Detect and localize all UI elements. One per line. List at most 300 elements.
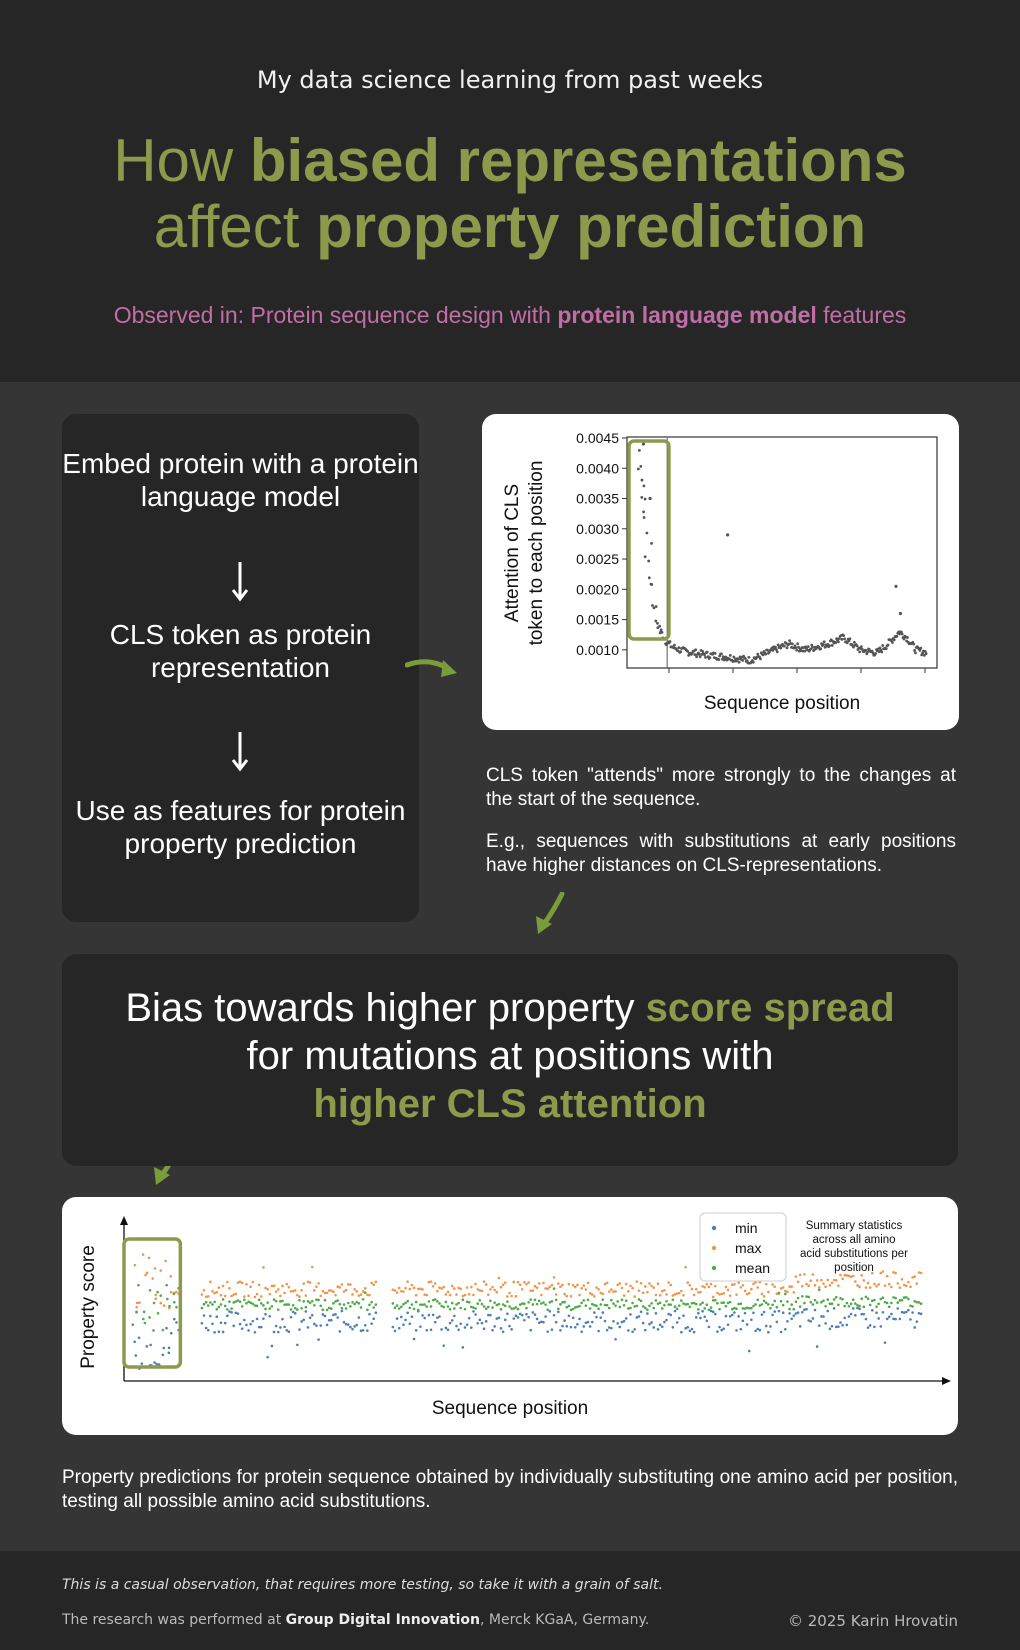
point-mean — [137, 1284, 140, 1287]
point-mean — [824, 1305, 827, 1308]
x-axis-arrowhead — [942, 1377, 951, 1385]
point-mean — [413, 1308, 416, 1311]
point-max — [790, 1285, 793, 1288]
point-max — [752, 1282, 755, 1285]
point-max — [138, 1301, 141, 1304]
point-mean — [553, 1287, 556, 1290]
point-min — [599, 1316, 602, 1319]
attention-point — [925, 652, 928, 655]
point-mean — [863, 1306, 866, 1309]
point-mean — [714, 1299, 717, 1302]
point-mean — [260, 1302, 263, 1305]
point-max — [508, 1292, 511, 1295]
point-max — [555, 1293, 558, 1296]
point-mean — [589, 1307, 592, 1310]
point-min — [302, 1318, 305, 1321]
point-mean — [132, 1323, 135, 1326]
point-mean — [215, 1308, 218, 1311]
attention-point — [661, 631, 664, 634]
point-mean — [447, 1305, 450, 1308]
point-max — [860, 1274, 863, 1277]
point-max — [816, 1279, 819, 1282]
point-mean — [268, 1307, 271, 1310]
point-min — [300, 1320, 303, 1323]
point-min — [474, 1313, 477, 1316]
point-mean — [517, 1308, 520, 1311]
point-mean — [366, 1309, 369, 1312]
point-max — [633, 1295, 636, 1298]
attention-point — [842, 634, 845, 637]
point-max — [729, 1294, 732, 1297]
point-max — [722, 1292, 725, 1295]
point-max — [302, 1282, 305, 1285]
point-max — [652, 1286, 655, 1289]
point-mean — [616, 1300, 619, 1303]
point-max — [771, 1283, 774, 1286]
point-mean — [901, 1299, 904, 1302]
legend-note — [800, 1220, 908, 1274]
point-min — [466, 1323, 469, 1326]
point-max — [882, 1270, 885, 1273]
point-max — [498, 1277, 501, 1280]
point-max — [756, 1286, 759, 1289]
point-min — [877, 1317, 880, 1320]
point-mean — [532, 1303, 535, 1306]
point-mean — [487, 1306, 490, 1309]
point-min — [445, 1327, 448, 1330]
point-mean — [646, 1308, 649, 1311]
attention-point — [776, 650, 779, 653]
point-max — [277, 1288, 280, 1291]
point-min — [281, 1318, 284, 1321]
point-min — [256, 1318, 259, 1321]
point-min — [697, 1312, 700, 1315]
point-max — [542, 1282, 545, 1285]
point-min — [351, 1328, 354, 1331]
point-max — [413, 1286, 416, 1289]
observed-suffix: features — [816, 302, 907, 328]
point-max — [852, 1275, 855, 1278]
attention-point — [706, 651, 709, 654]
point-min — [886, 1318, 889, 1321]
attention-point — [752, 661, 755, 664]
point-mean — [438, 1302, 441, 1305]
point-max — [865, 1286, 868, 1289]
point-min — [400, 1316, 403, 1319]
attention-point — [764, 653, 767, 656]
point-max — [644, 1285, 647, 1288]
attention-outlier — [894, 585, 897, 588]
point-min — [672, 1326, 675, 1329]
point-mean — [168, 1305, 171, 1308]
point-min — [899, 1318, 902, 1321]
point-min — [162, 1354, 165, 1357]
point-mean — [854, 1302, 857, 1305]
point-min — [610, 1327, 613, 1330]
point-min — [447, 1328, 450, 1331]
point-max — [763, 1295, 766, 1298]
point-min — [716, 1330, 719, 1333]
point-max — [230, 1295, 233, 1298]
point-max — [266, 1288, 269, 1291]
point-mean — [875, 1305, 878, 1308]
point-mean — [534, 1299, 537, 1302]
attention-chart — [482, 414, 959, 730]
point-min — [580, 1330, 583, 1333]
point-mean — [468, 1301, 471, 1304]
attention-point — [779, 647, 782, 650]
point-min — [241, 1327, 244, 1330]
point-max — [201, 1293, 204, 1296]
point-max — [807, 1284, 810, 1287]
point-min — [553, 1314, 556, 1317]
point-mean — [858, 1305, 861, 1308]
point-mean — [209, 1301, 212, 1304]
point-mean — [905, 1296, 908, 1299]
point-min — [468, 1317, 471, 1320]
point-min — [298, 1328, 301, 1331]
point-max — [561, 1284, 564, 1287]
point-mean — [368, 1304, 371, 1307]
point-min — [699, 1317, 702, 1320]
point-min — [693, 1331, 696, 1334]
point-min — [920, 1313, 923, 1316]
point-mean — [623, 1304, 626, 1307]
point-mean — [218, 1306, 221, 1309]
point-mean — [281, 1300, 284, 1303]
point-max — [527, 1281, 530, 1284]
point-min — [266, 1356, 269, 1359]
point-min — [650, 1321, 653, 1324]
point-min — [209, 1315, 212, 1318]
attention-point — [669, 640, 672, 643]
point-mean — [211, 1303, 214, 1306]
point-min — [372, 1317, 375, 1320]
point-min — [462, 1346, 465, 1349]
point-max — [364, 1287, 367, 1290]
attention-point — [819, 647, 822, 650]
point-mean — [415, 1301, 418, 1304]
series-min — [133, 1307, 922, 1370]
point-min — [334, 1313, 337, 1316]
point-max — [669, 1284, 672, 1287]
headline-line-2 — [0, 194, 1020, 260]
point-mean — [831, 1302, 834, 1305]
point-max — [913, 1275, 916, 1278]
point-max — [500, 1286, 503, 1289]
point-max — [294, 1289, 297, 1292]
point-mean — [372, 1306, 375, 1309]
point-mean — [398, 1307, 401, 1310]
point-max — [565, 1295, 568, 1298]
point-min — [839, 1321, 842, 1324]
point-max — [311, 1266, 314, 1269]
point-min — [661, 1325, 664, 1328]
point-mean — [326, 1309, 329, 1312]
x-axis-label: Sequence position — [431, 1398, 589, 1419]
point-mean — [423, 1303, 426, 1306]
point-min — [155, 1363, 158, 1366]
point-max — [619, 1282, 622, 1285]
point-max — [642, 1291, 645, 1294]
point-mean — [436, 1300, 439, 1303]
point-min — [479, 1319, 482, 1322]
point-max — [597, 1288, 600, 1291]
point-min — [869, 1324, 872, 1327]
point-mean — [710, 1306, 713, 1309]
point-min — [871, 1309, 874, 1312]
point-mean — [771, 1304, 774, 1307]
attention-point — [677, 646, 680, 649]
point-max — [812, 1273, 815, 1276]
point-mean — [347, 1302, 350, 1305]
point-max — [464, 1294, 467, 1297]
point-min — [338, 1330, 341, 1333]
point-max — [695, 1288, 698, 1291]
point-max — [621, 1287, 624, 1290]
point-mean — [148, 1316, 151, 1319]
point-max — [209, 1281, 212, 1284]
point-min — [587, 1321, 590, 1324]
point-min — [203, 1314, 206, 1317]
point-mean — [271, 1305, 274, 1308]
flow-step-embed: Embed protein with a protein language model — [62, 448, 419, 512]
point-mean — [773, 1300, 776, 1303]
point-min — [818, 1324, 821, 1327]
point-max — [163, 1304, 166, 1307]
point-max — [436, 1290, 439, 1293]
point-min — [790, 1317, 793, 1320]
point-mean — [523, 1302, 526, 1305]
point-min — [277, 1331, 280, 1334]
point-min — [625, 1317, 628, 1320]
point-max — [474, 1283, 477, 1286]
point-max — [273, 1284, 276, 1287]
point-mean — [338, 1303, 341, 1306]
point-mean — [201, 1307, 204, 1310]
point-min — [243, 1319, 246, 1322]
attention-points — [637, 442, 928, 664]
point-max — [489, 1288, 492, 1291]
point-min — [523, 1319, 526, 1322]
point-min — [317, 1338, 320, 1341]
attention-point — [823, 640, 826, 643]
point-max — [916, 1282, 919, 1285]
point-mean — [153, 1302, 156, 1305]
point-min — [863, 1313, 866, 1316]
point-min — [570, 1326, 573, 1329]
point-max — [595, 1286, 598, 1289]
point-mean — [288, 1303, 291, 1306]
point-min — [232, 1325, 235, 1328]
point-min — [138, 1337, 141, 1340]
point-min — [776, 1321, 779, 1324]
bias-line-2: for mutations at positions with — [246, 1034, 774, 1078]
point-min — [220, 1321, 223, 1324]
point-max — [483, 1280, 486, 1283]
point-max — [226, 1281, 229, 1284]
point-max — [684, 1266, 687, 1269]
headline-bold-1: biased representations — [249, 127, 907, 194]
legend-label-min: min — [735, 1220, 758, 1236]
point-max — [710, 1283, 713, 1286]
point-mean — [894, 1297, 897, 1300]
point-min — [415, 1329, 418, 1332]
point-min — [515, 1314, 518, 1317]
legend-label-max: max — [735, 1240, 762, 1256]
point-min — [761, 1313, 764, 1316]
point-max — [445, 1293, 448, 1296]
point-mean — [841, 1298, 844, 1301]
headline-light-1: How — [113, 127, 250, 194]
flow-step-cls: CLS token as protein representation — [109, 619, 372, 683]
point-max — [818, 1286, 821, 1289]
point-min — [557, 1311, 560, 1314]
point-mean — [678, 1304, 681, 1307]
point-min — [674, 1310, 677, 1313]
attention-point — [895, 635, 898, 638]
attention-point — [643, 516, 646, 519]
point-mean — [686, 1303, 689, 1306]
point-max — [636, 1280, 639, 1283]
point-mean — [606, 1304, 609, 1307]
point-min — [623, 1320, 626, 1323]
point-max — [228, 1287, 231, 1290]
point-min — [245, 1324, 248, 1327]
attention-point — [642, 510, 645, 513]
attention-point — [693, 653, 696, 656]
point-min — [368, 1313, 371, 1316]
point-min — [879, 1325, 882, 1328]
attention-point — [796, 642, 799, 645]
point-min — [742, 1319, 745, 1322]
point-max — [795, 1275, 798, 1278]
point-min — [563, 1319, 566, 1322]
point-max — [593, 1295, 596, 1298]
point-max — [786, 1291, 789, 1294]
point-mean — [500, 1308, 503, 1311]
point-min — [907, 1309, 910, 1312]
attention-point — [759, 657, 762, 660]
point-min — [326, 1324, 329, 1327]
point-max — [682, 1294, 685, 1297]
attention-point — [866, 651, 869, 654]
point-mean — [578, 1305, 581, 1308]
point-max — [317, 1282, 320, 1285]
point-max — [540, 1294, 543, 1297]
point-min — [546, 1330, 549, 1333]
point-min — [438, 1315, 441, 1318]
attention-outlier — [899, 612, 902, 615]
point-max — [472, 1294, 475, 1297]
point-mean — [230, 1307, 233, 1310]
attention-point — [644, 555, 647, 558]
point-max — [434, 1282, 437, 1285]
point-mean — [801, 1295, 804, 1298]
point-min — [434, 1321, 437, 1324]
point-min — [831, 1325, 834, 1328]
point-mean — [491, 1306, 494, 1309]
attention-point — [658, 625, 661, 628]
highlight-box — [124, 1239, 180, 1367]
point-mean — [572, 1308, 575, 1311]
y-tick-label: 0.0040 — [576, 460, 619, 477]
point-max — [432, 1285, 435, 1288]
point-min — [442, 1344, 445, 1347]
point-min — [648, 1323, 651, 1326]
point-min — [262, 1317, 265, 1320]
point-min — [504, 1319, 507, 1322]
point-min — [394, 1330, 397, 1333]
point-mean — [807, 1296, 810, 1299]
point-min — [805, 1308, 808, 1311]
attention-point — [708, 656, 711, 659]
point-max — [614, 1290, 617, 1293]
point-min — [307, 1326, 310, 1329]
point-max — [313, 1289, 316, 1292]
point-min — [826, 1310, 829, 1313]
point-min — [676, 1321, 679, 1324]
point-max — [430, 1280, 433, 1283]
point-min — [268, 1315, 271, 1318]
point-max — [625, 1283, 628, 1286]
point-min — [574, 1326, 577, 1329]
point-max — [341, 1283, 344, 1286]
attention-point — [891, 641, 894, 644]
attention-point — [644, 498, 647, 501]
point-mean — [317, 1299, 320, 1302]
point-max — [519, 1283, 522, 1286]
point-mean — [835, 1296, 838, 1299]
point-min — [778, 1310, 781, 1313]
point-max — [334, 1294, 337, 1297]
point-mean — [551, 1300, 554, 1303]
point-max — [875, 1285, 878, 1288]
point-mean — [302, 1300, 305, 1303]
point-min — [720, 1329, 723, 1332]
point-max — [326, 1292, 329, 1295]
point-mean — [222, 1298, 225, 1301]
point-max — [608, 1290, 611, 1293]
attention-point — [747, 656, 750, 659]
point-min — [311, 1314, 314, 1317]
point-mean — [568, 1305, 571, 1308]
point-mean — [527, 1301, 530, 1304]
point-mean — [585, 1304, 588, 1307]
point-max — [220, 1294, 223, 1297]
point-mean — [213, 1301, 216, 1304]
point-max — [493, 1289, 496, 1292]
legend-label-mean: mean — [735, 1260, 771, 1276]
point-min — [850, 1313, 853, 1316]
point-max — [532, 1289, 535, 1292]
point-min — [782, 1311, 785, 1314]
point-max — [899, 1286, 902, 1289]
point-mean — [786, 1300, 789, 1303]
point-mean — [803, 1302, 806, 1305]
point-max — [578, 1294, 581, 1297]
point-min — [714, 1313, 717, 1316]
point-max — [281, 1285, 284, 1288]
point-min — [763, 1311, 766, 1314]
point-max — [404, 1287, 407, 1290]
point-mean — [332, 1302, 335, 1305]
point-mean — [669, 1303, 672, 1306]
point-max — [627, 1290, 630, 1293]
point-min — [349, 1326, 352, 1329]
headline-bold-2: property prediction — [316, 193, 867, 260]
point-max — [538, 1282, 541, 1285]
